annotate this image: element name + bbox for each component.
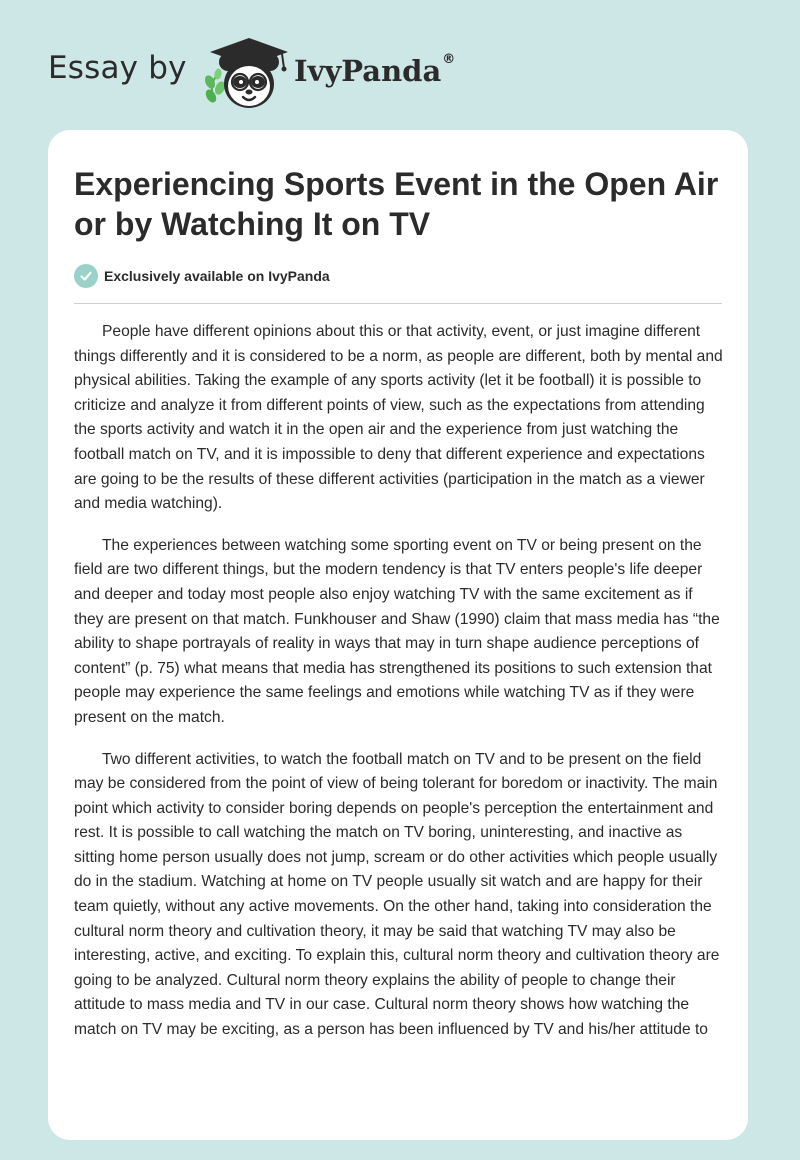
exclusive-badge	[74, 263, 330, 289]
brand-name[interactable]	[294, 54, 455, 88]
paragraph: Two different activities, to watch the football match on TV and to be present on the field may be considered from the point of view of being tolerant for boredom or inactivity. The main point which activity to consider boring depends on people's perception the entertainment and rest. It is possible to call watching the match on TV boring, uninteresting, and inactive as sitting home person usually does not jump, scream or do other activities which people usually do in the stadium. Watching at home on TV people usually sit watch and are happy for their team quietly, without any active movements. On the other hand, taking into consideration the cultural norm theory and cultivation theory, it may be said that watching TV may also be interesting, active, and exciting. To explain this, cultural norm theory and cultivation theory are going to be analyzed. Cultural norm theory explains the ability of people to change their attitude to mass media and TV in our case. Cultural norm theory shows how watching the match on TV may be exciting, as a person has been influenced by TV and his/her attitude to	[74, 750, 720, 1039]
exclusive-label: Exclusively available on IvyPanda	[104, 268, 330, 284]
checkmark-icon	[74, 264, 98, 288]
paragraph: People have different opinions about this or that activity, event, or just imagine different things differently and it is considered to be a norm, as people are different, both by mental and physical abilities. Taking the example of any sports activity (let it be football) it is possible to criticize and analyze it from different points of view, such as the expectations from attending the sports activity and watch it in the open air and the experience from just watching the football match on TV, and it is impossible to deny that different experience and expectations are going to be the results of these different activities (participation in the match as a viewer and media watching).	[74, 323, 723, 513]
panda-graduate-icon[interactable]	[200, 34, 292, 114]
article-body	[74, 320, 724, 1060]
page-title: Experiencing Sports Event in the Open Air or by Watching It on TV	[74, 166, 719, 242]
registered-mark: ®	[442, 52, 456, 67]
brand-name-text: IvyPanda	[294, 54, 442, 88]
brand-prefix: Essay by	[48, 50, 187, 86]
divider	[74, 303, 722, 304]
site-header	[0, 0, 800, 130]
essay-card	[48, 130, 748, 1140]
paragraph: The experiences between watching some sporting event on TV or being present on the field are two different things, but the modern tendency is that TV enters people's life deeper and deeper and today most people also enjoy watching TV with the same excitement as if they are present on that match. Funkhouser and Shaw (1990) claim that mass media has “the ability to shape portrayals of reality in ways that may in turn shape audience perceptions of content” (p. 75) what means that media has strengthened its positions to such extension that people may experience the same feelings and emotions while watching TV as if they were present on the match.	[74, 536, 720, 726]
